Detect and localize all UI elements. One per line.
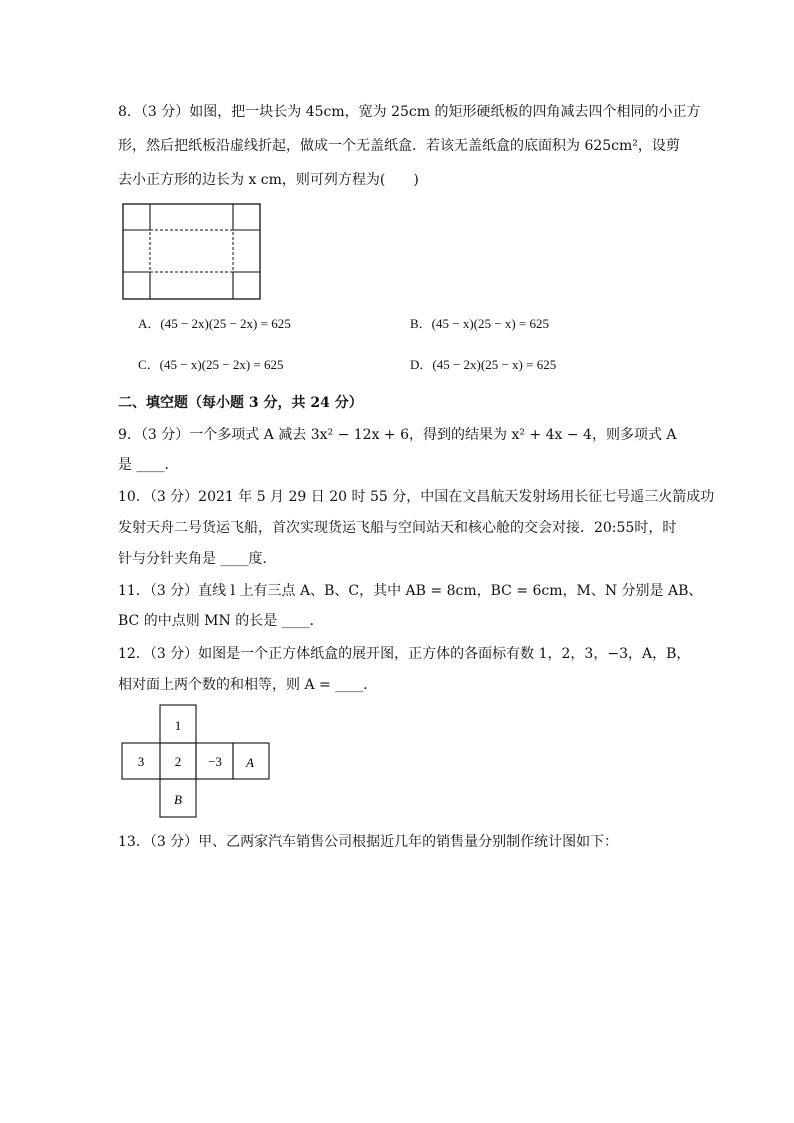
- q8-text-line3: 去小正方形的边长为 x cm，则可列方程为( ): [118, 172, 419, 188]
- q12-text-line1: 12．（3 分）如图是一个正方体纸盒的展开图，正方体的各面标有数 1，2，3，−3，A，B，: [118, 646, 691, 662]
- q11-text-line2: BC 的中点则 MN 的长是 ____．: [118, 613, 324, 629]
- q13-text-line1: 13．（3 分）甲、乙两家汽车销售公司根据近几年的销售量分别制作统计图如下：: [118, 834, 619, 850]
- net-cell-bottom: B: [174, 792, 182, 807]
- q8-option-c[interactable]: C．(45 − x)(25 − 2x) = 625: [138, 357, 284, 372]
- q8-text-line1: 8．（3 分）如图，把一块长为 45cm，宽为 25cm 的矩形硬纸板的四角减去四个相同的小正方: [118, 104, 701, 120]
- q10-text-line2: 发射天舟二号货运飞船，首次实现货运飞船与空间站天和核心舱的交会对接．20:55时，时: [118, 520, 677, 536]
- net-cell-center: 2: [174, 754, 182, 769]
- q9-text-line1: 9．（3 分）一个多项式 A 减去 3x² − 12x + 6，得到的结果为 x² + 4x − 4，则多项式 A: [118, 427, 677, 443]
- cube-net-diagram: [120, 704, 272, 818]
- net-cell-right1: −3: [208, 754, 222, 769]
- q11-text-line1: 11．（3 分）直线 l 上有三点 A、B、C，其中 AB = 8cm，BC = 6cm，M、N 分别是 AB、: [118, 583, 703, 599]
- q8-option-d[interactable]: D．(45 − 2x)(25 − x) = 625: [410, 357, 557, 372]
- net-cell-top: 1: [174, 718, 182, 733]
- cardboard-diagram: [120, 202, 264, 302]
- net-cell-left: 3: [137, 754, 145, 769]
- q9-text-line2: 是 ____．: [118, 457, 179, 473]
- section-heading: 二、填空题（每小题 3 分，共 24 分）: [118, 395, 363, 411]
- q10-text-line3: 针与分针夹角是 ____度．: [118, 551, 277, 567]
- q8-option-b[interactable]: B．(45 − x)(25 − x) = 625: [410, 316, 549, 331]
- net-cell-right2: A: [246, 755, 254, 770]
- q12-text-line2: 相对面上两个数的和相等，则 A = ____．: [118, 677, 378, 693]
- q8-option-a[interactable]: A．(45 − 2x)(25 − 2x) = 625: [138, 316, 291, 331]
- q10-text-line1: 10．（3 分）2021 年 5 月 29 日 20 时 55 分，中国在文昌航天发射场用长征七号遥三火箭成功: [118, 489, 715, 505]
- q8-text-line2: 形，然后把纸板沿虚线折起，做成一个无盖纸盒．若该无盖纸盒的底面积为 625cm²，设剪: [118, 138, 680, 154]
